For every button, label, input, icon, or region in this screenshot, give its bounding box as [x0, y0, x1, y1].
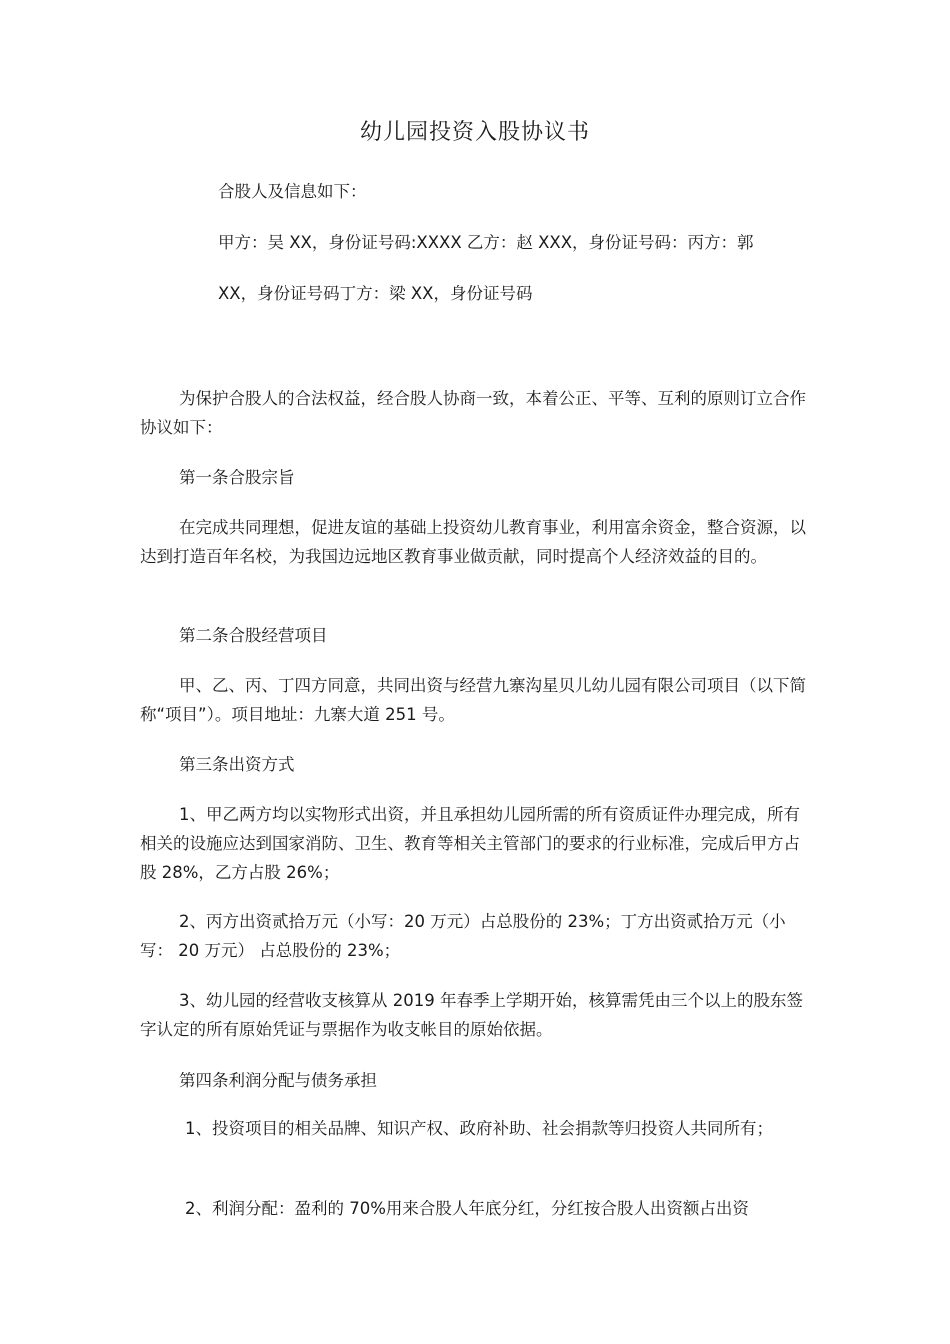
article-4-heading: 第四条利润分配与债务承担: [179, 1071, 377, 1090]
article-2-body: 甲、乙、丙、丁四方同意，共同出资与经营九寨沟星贝儿幼儿园有限公司项目（以下简称“项目”）。项目地址：九寨大道 251 号。: [140, 676, 806, 724]
document-title: 幼儿园投资入股协议书: [359, 120, 590, 145]
article-1-heading: 第一条合股宗旨: [179, 468, 295, 487]
parties-intro: 合股人及信息如下：: [218, 182, 367, 201]
article-4-item-2: 2、利润分配：盈利的 70%用来合股人年底分红，分红按合股人出资额占出资: [185, 1199, 749, 1218]
article-2-heading: 第二条合股经营项目: [179, 626, 328, 645]
article-1-body: 在完成共同理想，促进友谊的基础上投资幼儿教育事业，利用富余资金，整合资源，以达到打造百年名校，为我国边远地区教育事业做贡献，同时提高个人经济效益的目的。: [140, 518, 806, 566]
article-3-item-2: 2、丙方出资贰拾万元（小写：20 万元）占总股份的 23%；丁方出资贰拾万元（小写： 20 万元） 占总股份的 23%；: [140, 912, 786, 960]
article-3-item-3: 3、幼儿园的经营收支核算从 2019 年春季上学期开始，核算需凭由三个以上的股东签字认定的所有原始凭证与票据作为收支帐目的原始依据。: [140, 991, 803, 1039]
article-3-item-1: 1、甲乙两方均以实物形式出资，并且承担幼儿园所需的所有资质证件办理完成，所有相关的设施应达到国家消防、卫生、教育等相关主管部门的要求的行业标准，完成后甲方占股 28%，乙方占股 26%；: [140, 805, 800, 882]
parties-line-2: XX，身份证号码丁方：梁 XX，身份证号码: [218, 284, 533, 303]
parties-line-1: 甲方：吴 XX，身份证号码:XXXX 乙方：赵 XXX，身份证号码：丙方：郭: [218, 233, 754, 252]
article-4-item-1: 1、投资项目的相关品牌、知识产权、政府补助、社会捐款等归投资人共同所有；: [185, 1119, 773, 1138]
article-3-heading: 第三条出资方式: [179, 755, 295, 774]
preamble-paragraph: 为保护合股人的合法权益，经合股人协商一致，本着公正、平等、互利的原则订立合作协议如下：: [140, 389, 806, 437]
